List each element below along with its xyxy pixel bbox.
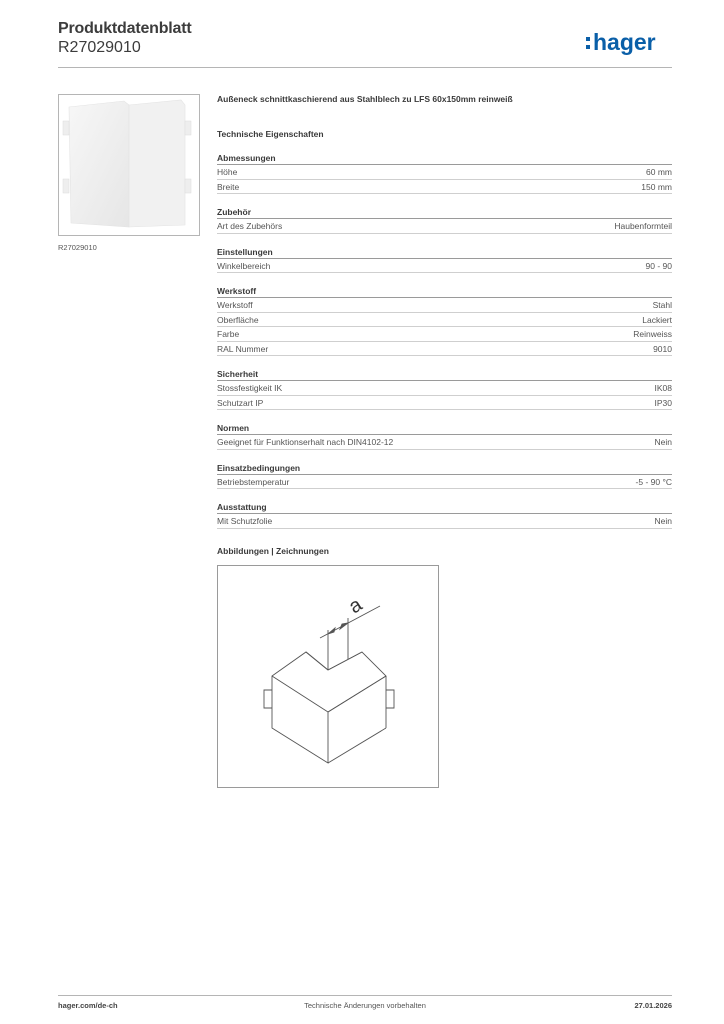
section-werkstoff xyxy=(217,285,672,356)
logo-wordmark: hager xyxy=(593,29,656,55)
section-normen xyxy=(217,422,672,450)
section-title: Ausstattung xyxy=(217,501,672,514)
property-label: Winkelbereich xyxy=(217,260,271,271)
property-label: Art des Zubehörs xyxy=(217,221,283,231)
property-value: 90 - 90 xyxy=(645,260,672,271)
property-label: Oberfläche xyxy=(217,314,259,325)
property-row xyxy=(217,219,672,234)
property-label: RAL Nummer xyxy=(217,343,269,354)
properties-sections xyxy=(217,152,672,529)
property-row xyxy=(217,435,672,450)
drawings-title: Abbildungen | Zeichnungen xyxy=(217,546,329,556)
property-row xyxy=(217,327,672,342)
footer-date: 27.01.2026 xyxy=(634,1001,672,1010)
document-header xyxy=(58,20,672,68)
property-label: Schutzart IP xyxy=(217,397,264,408)
property-label: Farbe xyxy=(217,329,240,339)
section-einstellungen xyxy=(217,246,672,274)
product-photo-image xyxy=(59,95,199,235)
technical-properties-title: Technische Eigenschaften xyxy=(217,129,324,139)
section-title: Werkstoff xyxy=(217,285,672,298)
technical-drawing xyxy=(217,565,439,788)
product-number: R27029010 xyxy=(58,39,141,56)
property-row xyxy=(217,298,672,313)
dimension-label-a: a xyxy=(344,593,367,619)
footer-website: hager.com/de-ch xyxy=(58,1001,118,1010)
property-row xyxy=(217,165,672,180)
property-value: 60 mm xyxy=(646,167,672,177)
section-title: Abmessungen xyxy=(217,152,672,165)
document-footer xyxy=(58,995,672,1015)
section-sicherheit xyxy=(217,368,672,410)
section-einsatzbedingungen xyxy=(217,462,672,490)
property-value: 150 mm xyxy=(641,181,672,192)
property-value: -5 - 90 °C xyxy=(635,476,672,487)
section-title: Einstellungen xyxy=(217,246,672,259)
property-row xyxy=(217,475,672,490)
corner-drawing xyxy=(218,566,438,787)
property-value: Lackiert xyxy=(642,314,672,325)
property-label: Mit Schutzfolie xyxy=(217,516,273,526)
section-title: Normen xyxy=(217,422,672,435)
property-label: Geeignet für Funktionserhalt nach DIN4102-12 xyxy=(217,437,394,447)
property-row xyxy=(217,259,672,274)
property-row xyxy=(217,313,672,328)
product-photo xyxy=(58,94,200,236)
property-value: IP30 xyxy=(654,397,672,408)
footer-disclaimer: Technische Änderungen vorbehalten xyxy=(304,1001,426,1010)
property-value: 9010 xyxy=(653,343,672,354)
product-details xyxy=(217,92,672,529)
product-name: Außeneck schnittkaschierend aus Stahlblech zu LFS 60x150mm reinweiß xyxy=(217,94,513,104)
property-label: Höhe xyxy=(217,167,238,177)
hager-logo xyxy=(584,24,672,58)
section-title: Einsatzbedingungen xyxy=(217,462,672,475)
section-zubehör xyxy=(217,206,672,234)
section-title: Zubehör xyxy=(217,206,672,219)
property-label: Stossfestigkeit IK xyxy=(217,383,283,393)
property-value: Nein xyxy=(654,516,672,526)
section-abmessungen xyxy=(217,152,672,194)
section-ausstattung xyxy=(217,501,672,529)
property-row xyxy=(217,514,672,529)
property-row xyxy=(217,342,672,357)
property-value: IK08 xyxy=(654,383,672,393)
property-row xyxy=(217,381,672,396)
photo-caption: R27029010 xyxy=(58,243,97,252)
property-value: Reinweiss xyxy=(633,329,672,339)
property-row xyxy=(217,180,672,195)
property-label: Betriebstemperatur xyxy=(217,476,290,487)
section-title: Sicherheit xyxy=(217,368,672,381)
property-value: Haubenformteil xyxy=(614,221,672,231)
property-row xyxy=(217,396,672,411)
property-label: Werkstoff xyxy=(217,300,253,310)
property-value: Stahl xyxy=(652,300,672,310)
document-title: Produktdatenblatt xyxy=(58,20,192,37)
property-label: Breite xyxy=(217,181,240,192)
property-value: Nein xyxy=(654,437,672,447)
